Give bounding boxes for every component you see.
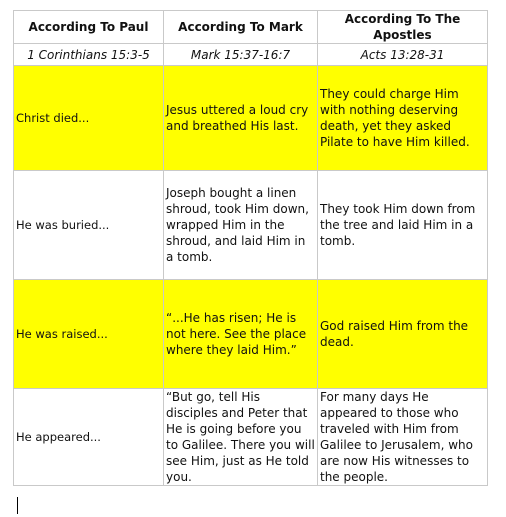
cell-mark: “But go, tell His disciples and Peter that He is going before you to Galilee. There you will see Him, just as He told you. (164, 389, 318, 486)
header-mark: According To Mark (164, 11, 318, 44)
reference-apostles: Acts 13:28-31 (318, 44, 488, 66)
reference-mark: Mark 15:37-16:7 (164, 44, 318, 66)
table-row (14, 66, 488, 171)
cell-apostles: They could charge Him with nothing deserving death, yet they asked Pilate to have Him killed. (318, 66, 488, 171)
table-row (14, 280, 488, 389)
table-row (14, 389, 488, 486)
resurrection-comparison-table (13, 10, 488, 486)
cell-paul: He was buried... (14, 171, 164, 280)
table-row (14, 171, 488, 280)
cell-mark: Joseph bought a linen shroud, took Him down, wrapped Him in the shroud, and laid Him in a tomb. (164, 171, 318, 280)
text-cursor (17, 497, 18, 514)
reference-row (14, 44, 488, 66)
cell-apostles: God raised Him from the dead. (318, 280, 488, 389)
cell-apostles: They took Him down from the tree and laid Him in a tomb. (318, 171, 488, 280)
header-apostles: According To The Apostles (318, 11, 488, 44)
cell-paul: Christ died... (14, 66, 164, 171)
cell-apostles: For many days He appeared to those who traveled with Him from Galilee to Jerusalem, who are now His witnesses to the people. (318, 389, 488, 486)
reference-paul: 1 Corinthians 15:3-5 (14, 44, 164, 66)
cell-paul: He was raised... (14, 280, 164, 389)
cell-mark: “...He has risen; He is not here. See the place where they laid Him.” (164, 280, 318, 389)
header-paul: According To Paul (14, 11, 164, 44)
cell-mark: Jesus uttered a loud cry and breathed His last. (164, 66, 318, 171)
header-row (14, 11, 488, 44)
cell-paul: He appeared... (14, 389, 164, 486)
